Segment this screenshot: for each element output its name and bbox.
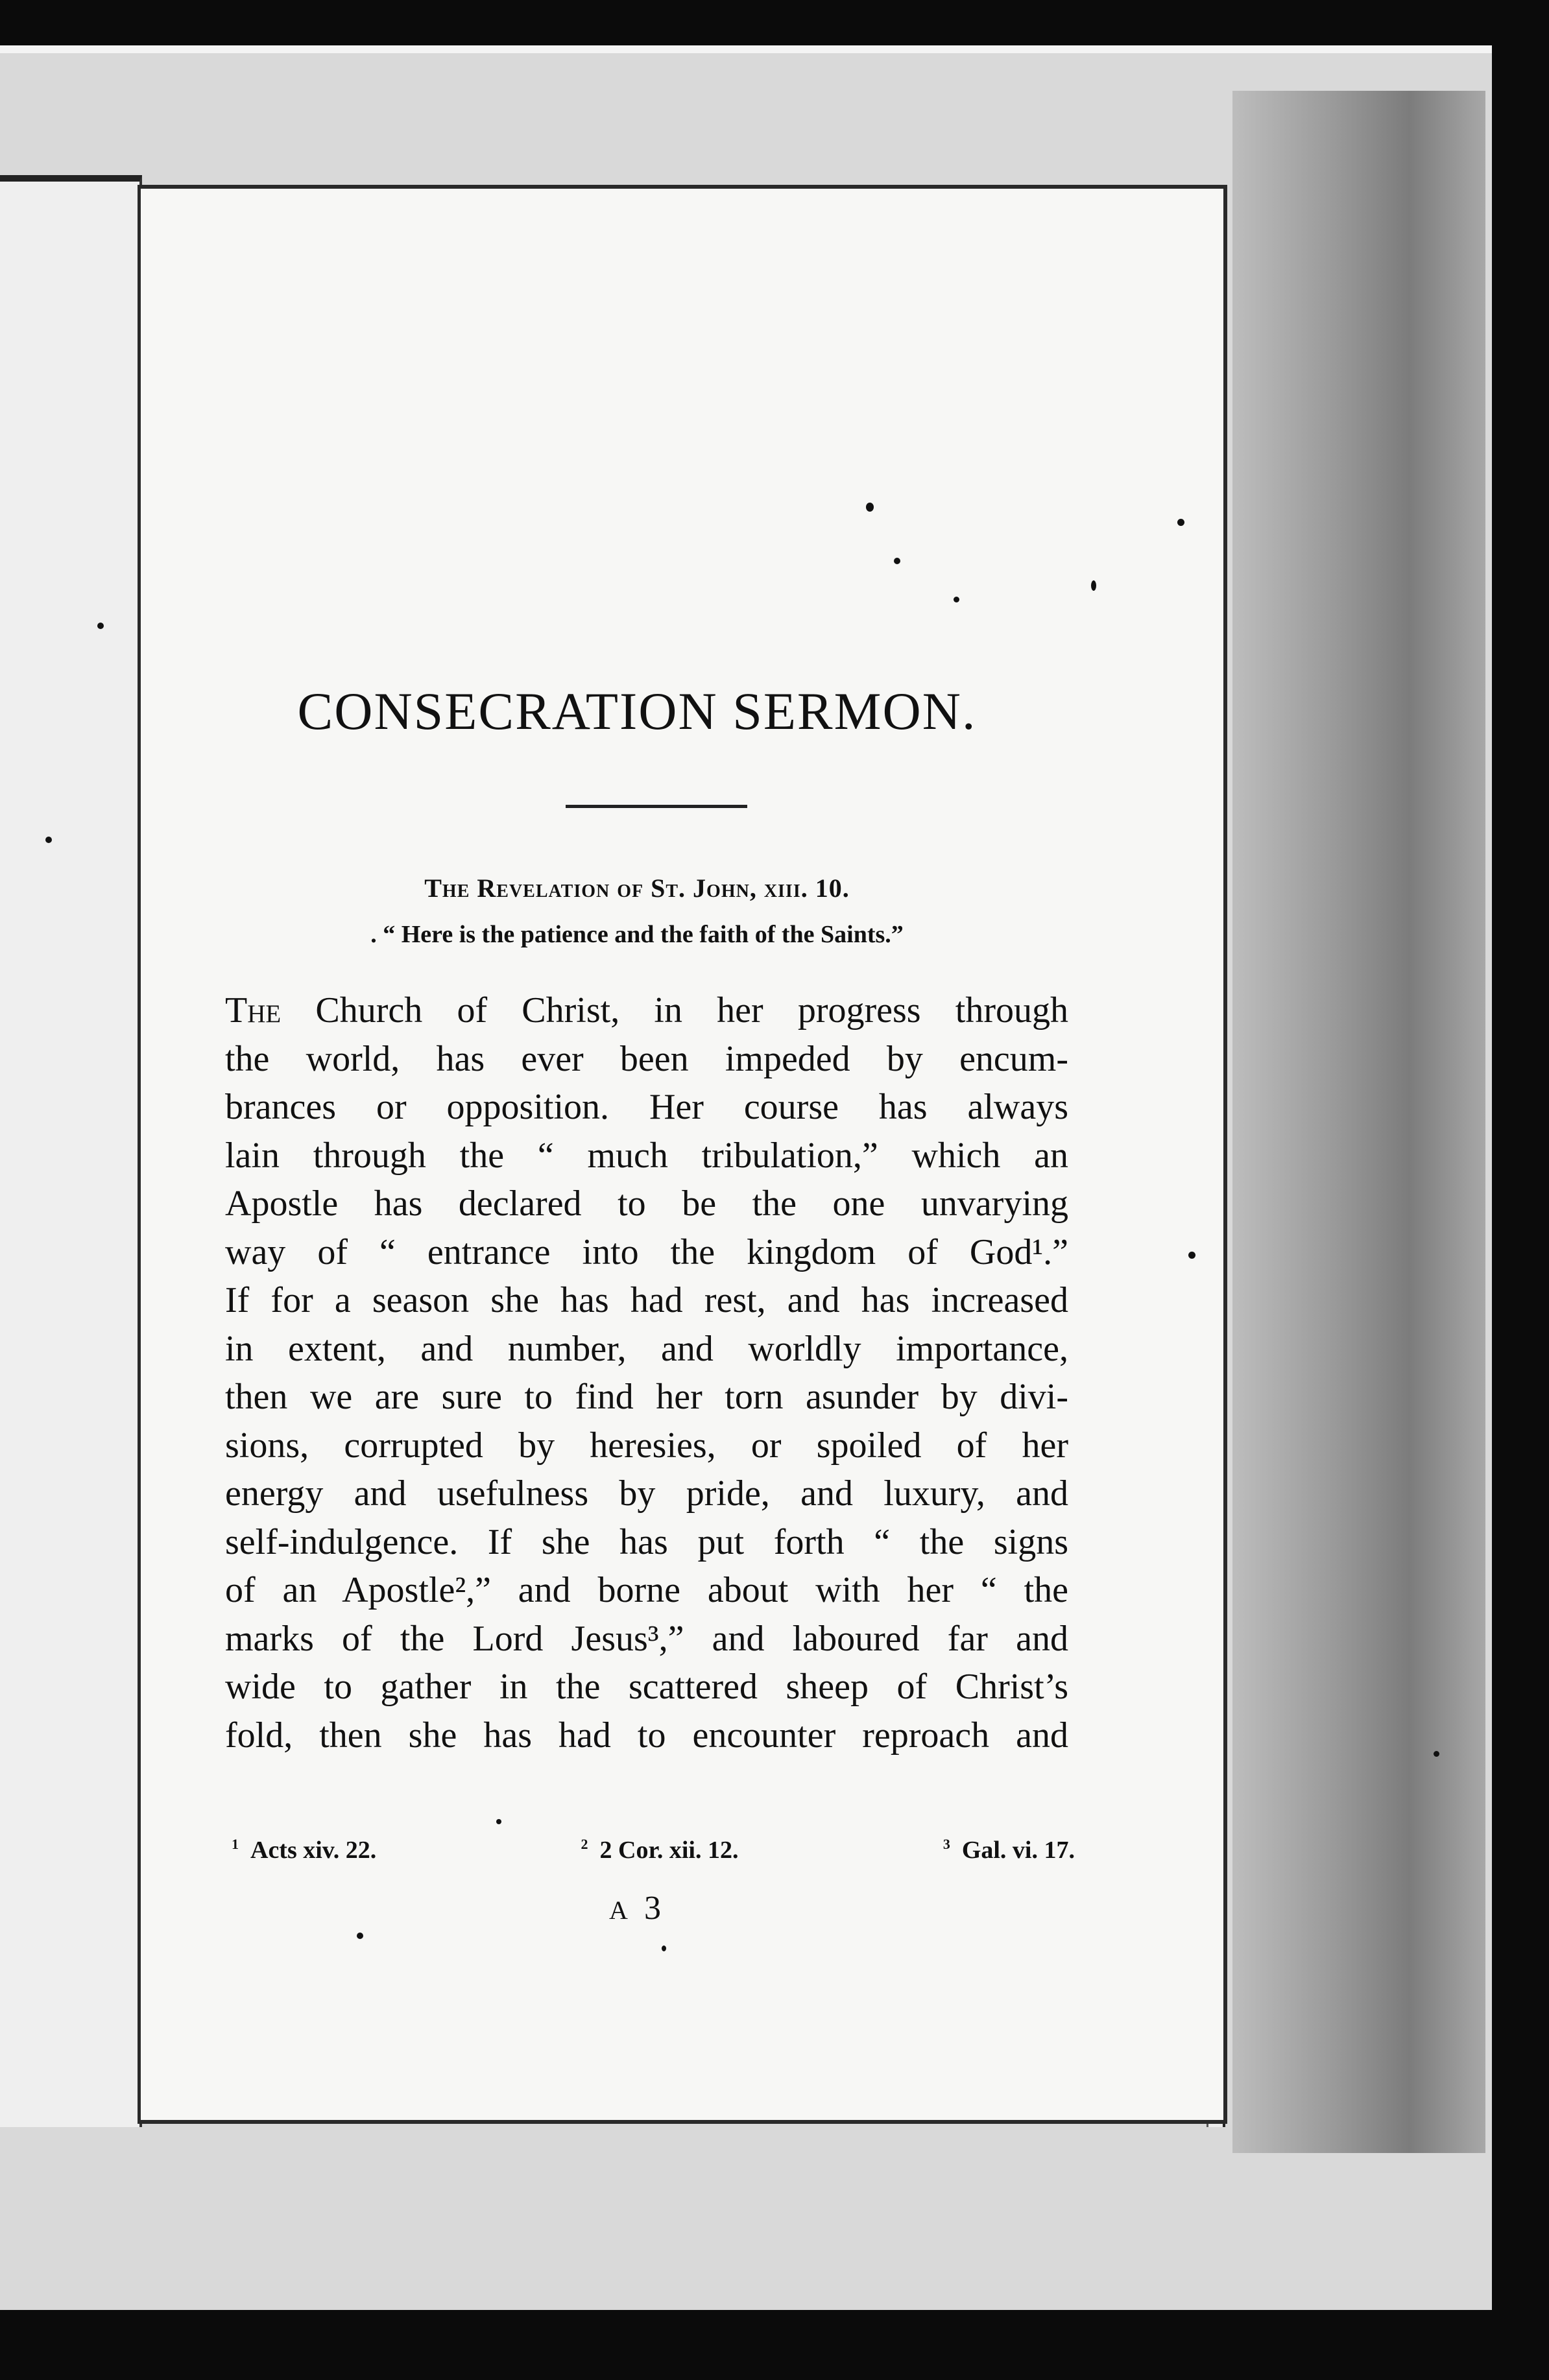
footnote-mark: 1 [232, 1836, 239, 1853]
body-line: brances or opposition. Her course has always [225, 1087, 1068, 1127]
footnotes [232, 1836, 1075, 1864]
body-line: then we are sure to find her torn asunder by divi- [225, 1377, 1068, 1417]
epigraph-reference: The Revelation of St. John, xiii. 10. [424, 874, 850, 903]
body-line: in extent, and number, and worldly importance, [225, 1328, 1068, 1369]
signature-mark [206, 1889, 1068, 1927]
footnote-mark: 3 [943, 1836, 950, 1853]
film-speck [97, 623, 104, 629]
page-title: CONSECRATION SERMON. [297, 682, 977, 741]
body-line: wide to gather in the scattered sheep of Christ’s [225, 1667, 1068, 1707]
epigraph-quote: . “ Here is the patience and the faith of the Saints.” [370, 921, 904, 948]
page-edge-shadow [1232, 91, 1485, 2153]
body-line: marks of the Lord Jesus³,” and laboured far and [225, 1618, 1068, 1659]
sermon-body [225, 986, 1068, 1759]
signature-number: 3 [643, 1890, 665, 1927]
signature-letter: A [609, 1896, 632, 1925]
film-speck [1091, 580, 1096, 591]
opening-word: The [225, 990, 282, 1030]
body-line: sions, corrupted by heresies, or spoiled of her [225, 1425, 1068, 1466]
footnote-text: Gal. vi. 17. [961, 1837, 1075, 1864]
film-speck [1188, 1252, 1195, 1259]
body-line: If for a season she has had rest, and has increased [225, 1280, 1068, 1320]
footnote [581, 1836, 739, 1864]
title-rule [566, 805, 747, 808]
film-speck [954, 597, 959, 602]
body-line: self-indulgence. If she has put forth “ the signs [225, 1521, 1068, 1562]
body-line: fold, then she has had to encounter reproach and [225, 1715, 1068, 1755]
footnote-text: 2 Cor. xii. 12. [599, 1837, 739, 1864]
body-line: way of “ entrance into the kingdom of God¹.” [225, 1232, 1068, 1272]
footnote-text: Acts xiv. 22. [250, 1837, 377, 1864]
film-speck [894, 558, 900, 564]
film-speck [866, 503, 874, 512]
book-page [138, 185, 1227, 2124]
body-line: lain through the “ much tribulation,” which an [225, 1135, 1068, 1176]
footnote-mark: 2 [581, 1836, 588, 1853]
facing-page-left [0, 175, 142, 2127]
film-speck [357, 1933, 363, 1939]
film-speck [662, 1946, 666, 1951]
body-line: energy and usefulness by pride, and luxury, and [225, 1473, 1068, 1514]
film-speck [1434, 1751, 1439, 1757]
film-speck [45, 837, 52, 843]
body-line [225, 986, 1068, 1035]
body-line: the world, has ever been impeded by encum- [225, 1038, 1068, 1079]
body-line-text: Church of Christ, in her progress through [281, 990, 1068, 1030]
footnote [943, 1836, 1075, 1864]
body-line: of an Apostle²,” and borne about with her “ the [225, 1570, 1068, 1610]
body-line: Apostle has declared to be the one unvarying [225, 1184, 1068, 1224]
film-speck [1177, 519, 1184, 526]
film-speck [496, 1819, 501, 1824]
footnote [232, 1836, 376, 1864]
